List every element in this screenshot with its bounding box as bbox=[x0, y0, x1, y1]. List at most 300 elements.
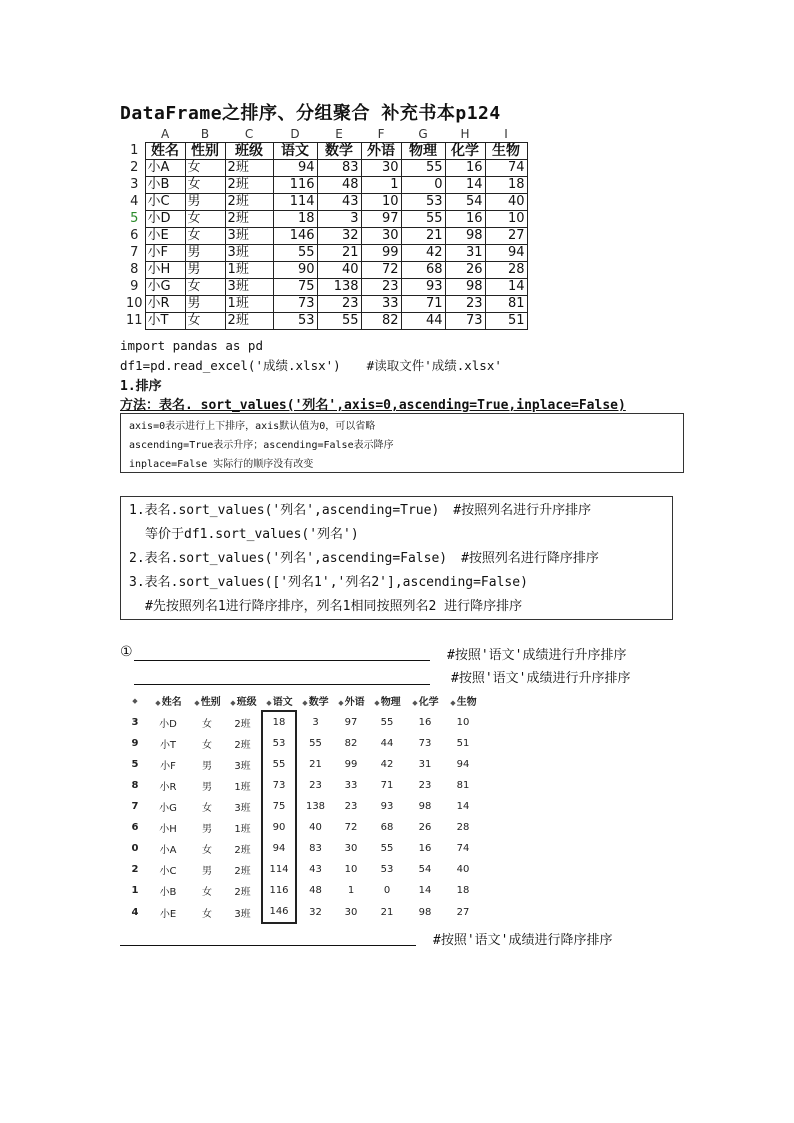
table-cell: 72 bbox=[344, 822, 358, 833]
table-cell: 55 bbox=[309, 738, 322, 749]
column-letter[interactable]: A bbox=[160, 127, 170, 141]
page-title: DataFrame之排序、分组聚合 补充书本p124 bbox=[120, 103, 501, 124]
table-cell: 10 bbox=[456, 716, 470, 728]
data-cell[interactable]: 44 bbox=[401, 313, 445, 330]
example-descending-code: 2.表名.sort_values('列名',ascending=False) bbox=[129, 551, 448, 566]
data-cell[interactable]: 94 bbox=[273, 160, 317, 177]
data-cell[interactable]: 27 bbox=[485, 228, 527, 245]
table-cell: 23 bbox=[309, 780, 322, 791]
row-number[interactable]: 3 bbox=[130, 177, 139, 192]
data-cell[interactable]: 2班 bbox=[225, 211, 273, 228]
sort-arrow-icon[interactable]: ◆ bbox=[412, 699, 418, 707]
example-multi-column-comment: #先按照列名1进行降序排序，列名1相同按照列名2 进行降序排序 bbox=[145, 599, 523, 614]
data-cell[interactable]: 55 bbox=[401, 160, 445, 177]
table-cell: 小A bbox=[159, 845, 177, 856]
row-index: 0 bbox=[131, 843, 139, 854]
code-read-excel: df1=pd.read_excel('成绩.xlsx') bbox=[120, 358, 341, 373]
table-cell: 小H bbox=[159, 824, 177, 835]
table-cell: 小C bbox=[159, 866, 177, 877]
parameter-notes-box bbox=[120, 413, 684, 473]
sort-arrow-icon[interactable]: ◆ bbox=[266, 698, 272, 707]
table-cell: 33 bbox=[344, 780, 358, 791]
data-cell[interactable]: 10 bbox=[485, 211, 527, 228]
table-cell: 43 bbox=[309, 864, 322, 875]
table-cell: 53 bbox=[380, 864, 394, 875]
data-cell[interactable]: 40 bbox=[317, 262, 361, 279]
table-cell: 女 bbox=[202, 887, 212, 898]
table-cell: 小F bbox=[160, 761, 176, 772]
data-cell[interactable]: 小B bbox=[145, 177, 185, 194]
example-descending bbox=[129, 547, 664, 571]
table-cell: 94 bbox=[456, 759, 470, 770]
table-cell: 138 bbox=[305, 801, 326, 812]
table-row bbox=[124, 733, 482, 754]
table-cell: 14 bbox=[418, 885, 432, 896]
data-cell[interactable]: 小G bbox=[145, 279, 185, 296]
excel-data-row bbox=[124, 177, 527, 194]
data-cell[interactable]: 55 bbox=[317, 313, 361, 330]
data-cell[interactable]: 68 bbox=[401, 262, 445, 279]
highlighted-chinese-score: 114 bbox=[262, 859, 296, 880]
data-cell[interactable]: 53 bbox=[273, 313, 317, 330]
table-row bbox=[124, 859, 482, 880]
table-row bbox=[124, 838, 482, 859]
excel-data-row bbox=[124, 194, 527, 211]
highlighted-chinese-score: 73 bbox=[262, 775, 296, 796]
table-cell: 女 bbox=[202, 740, 212, 751]
column-header-label: 数学 bbox=[308, 697, 329, 708]
table-cell: 21 bbox=[380, 906, 394, 918]
column-letter[interactable]: H bbox=[460, 127, 470, 141]
highlighted-chinese-score: 53 bbox=[262, 733, 296, 754]
row-index: 1 bbox=[131, 885, 139, 896]
table-cell: 2班 bbox=[234, 718, 251, 730]
data-cell[interactable]: 小T bbox=[145, 313, 185, 330]
column-letter[interactable]: B bbox=[200, 127, 210, 141]
table-cell: 51 bbox=[456, 738, 470, 749]
table-cell: 女 bbox=[202, 908, 212, 920]
table-cell: 小G bbox=[159, 803, 177, 814]
excel-corner bbox=[124, 126, 145, 143]
column-header-cell[interactable]: 外语 bbox=[361, 143, 401, 160]
highlighted-chinese-score: 146 bbox=[262, 901, 296, 923]
table-cell: 74 bbox=[456, 843, 470, 854]
column-header-label: 化学 bbox=[418, 697, 439, 708]
method-signature: 方法：表名. sort_values('列名',axis=0,ascending=True,inplace=False) bbox=[120, 398, 626, 413]
table-cell: 14 bbox=[456, 801, 470, 812]
example-descending-comment: #按照列名进行降序排序 bbox=[461, 551, 599, 566]
table-cell: 32 bbox=[309, 906, 322, 918]
highlighted-chinese-score: 75 bbox=[262, 796, 296, 817]
row-number[interactable]: 10 bbox=[126, 296, 143, 311]
data-cell[interactable]: 114 bbox=[273, 194, 317, 211]
data-cell[interactable]: 1班 bbox=[225, 296, 273, 313]
data-cell[interactable]: 73 bbox=[273, 296, 317, 313]
table-cell: 2班 bbox=[234, 866, 251, 877]
code-read-excel-comment: #读取文件'成绩.xlsx' bbox=[366, 358, 502, 373]
row-number[interactable]: 2 bbox=[130, 160, 139, 175]
excel-table bbox=[124, 126, 528, 330]
data-cell[interactable]: 小C bbox=[145, 194, 185, 211]
table-cell: 2班 bbox=[234, 887, 251, 898]
table-cell: 1 bbox=[347, 885, 355, 896]
table-cell: 93 bbox=[380, 801, 394, 812]
table-cell: 40 bbox=[309, 822, 322, 833]
sort-arrow-icon[interactable]: ◆ bbox=[230, 699, 236, 707]
data-cell[interactable]: 53 bbox=[401, 194, 445, 211]
answer-blank-3[interactable] bbox=[120, 945, 416, 946]
column-letter[interactable]: F bbox=[377, 127, 385, 141]
table-cell: 26 bbox=[418, 822, 432, 833]
sort-arrow-icon[interactable]: ◆ bbox=[450, 699, 456, 707]
data-cell[interactable]: 16 bbox=[445, 211, 485, 228]
table-cell: 10 bbox=[344, 864, 358, 875]
data-cell[interactable]: 2班 bbox=[225, 160, 273, 177]
note-ascending: ascending=True表示升序；ascending=False表示降序 bbox=[129, 440, 394, 451]
data-cell[interactable]: 98 bbox=[445, 279, 485, 296]
data-cell[interactable]: 81 bbox=[485, 296, 527, 313]
column-header-cell[interactable]: 物理 bbox=[401, 143, 445, 160]
data-cell[interactable]: 75 bbox=[273, 279, 317, 296]
data-cell[interactable]: 71 bbox=[401, 296, 445, 313]
data-cell[interactable]: 23 bbox=[361, 279, 401, 296]
data-cell[interactable]: 2班 bbox=[225, 313, 273, 330]
data-cell[interactable]: 28 bbox=[485, 262, 527, 279]
row-index: 5 bbox=[131, 759, 139, 770]
data-cell[interactable]: 男 bbox=[185, 245, 225, 262]
row-index: 9 bbox=[131, 738, 139, 749]
data-cell[interactable]: 2班 bbox=[225, 194, 273, 211]
sort-arrow-icon[interactable]: ◆ bbox=[155, 699, 161, 707]
data-cell[interactable]: 138 bbox=[317, 279, 361, 296]
section-heading-sort: 1.排序 bbox=[120, 379, 162, 394]
data-cell[interactable]: 女 bbox=[185, 279, 225, 296]
data-cell[interactable]: 小R bbox=[145, 296, 185, 313]
table-cell: 31 bbox=[418, 759, 432, 770]
example-equivalent: 等价于df1.sort_values('列名') bbox=[145, 527, 359, 542]
data-cell[interactable]: 55 bbox=[273, 245, 317, 262]
data-cell[interactable]: 146 bbox=[273, 228, 317, 245]
column-header-label: 生物 bbox=[456, 697, 477, 708]
data-cell[interactable]: 97 bbox=[361, 211, 401, 228]
excel-data-row bbox=[124, 279, 527, 296]
excel-data-row bbox=[124, 228, 527, 245]
column-header-label: 性别 bbox=[200, 697, 221, 708]
table-cell: 小D bbox=[159, 718, 177, 730]
excel-data-row bbox=[124, 296, 527, 313]
code-import-line: import pandas as pd bbox=[120, 338, 263, 353]
table-cell: 82 bbox=[344, 738, 358, 749]
table-cell: 男 bbox=[202, 761, 212, 772]
data-cell[interactable]: 23 bbox=[445, 296, 485, 313]
data-cell[interactable]: 小H bbox=[145, 262, 185, 279]
table-cell: 女 bbox=[202, 803, 212, 814]
data-cell[interactable]: 90 bbox=[273, 262, 317, 279]
table-row bbox=[124, 754, 482, 775]
sortable-column-header[interactable] bbox=[296, 690, 334, 711]
column-header-label: 语文 bbox=[272, 696, 293, 708]
table-cell: 30 bbox=[344, 906, 358, 918]
table-cell: 21 bbox=[309, 759, 322, 770]
excel-data-row bbox=[124, 245, 527, 262]
answer-blank-1[interactable] bbox=[134, 660, 430, 661]
data-cell[interactable]: 女 bbox=[185, 211, 225, 228]
table-cell: 54 bbox=[418, 864, 432, 875]
table-cell: 女 bbox=[202, 718, 212, 730]
table-cell: 44 bbox=[380, 738, 394, 749]
data-cell[interactable]: 1 bbox=[361, 177, 401, 194]
sortable-column-header[interactable] bbox=[146, 690, 190, 711]
table-cell: 3班 bbox=[234, 803, 251, 814]
data-cell[interactable]: 94 bbox=[485, 245, 527, 262]
table-cell: 1班 bbox=[234, 782, 251, 793]
data-cell[interactable]: 3班 bbox=[225, 245, 273, 262]
code-read-excel-line bbox=[120, 356, 502, 374]
row-index: 2 bbox=[131, 864, 139, 875]
table-cell: 16 bbox=[418, 843, 432, 854]
row-index: 3 bbox=[131, 716, 139, 728]
table-cell: 23 bbox=[344, 801, 358, 812]
column-header-label: 物理 bbox=[380, 697, 401, 708]
table-cell: 73 bbox=[418, 738, 432, 749]
example-multi-column: 3.表名.sort_values(['列名1','列名2'],ascending=False) bbox=[129, 575, 528, 590]
data-cell[interactable]: 31 bbox=[445, 245, 485, 262]
exercise-note-1: #按照'语文'成绩进行升序排序 bbox=[447, 648, 627, 663]
column-header-label: 班级 bbox=[236, 697, 257, 708]
table-cell: 16 bbox=[418, 716, 432, 728]
table-cell: 42 bbox=[380, 759, 394, 770]
data-cell[interactable]: 男 bbox=[185, 194, 225, 211]
column-header-cell[interactable]: 生物 bbox=[485, 143, 527, 160]
table-cell: 男 bbox=[202, 782, 212, 793]
data-cell[interactable]: 女 bbox=[185, 228, 225, 245]
table-cell: 2班 bbox=[234, 845, 251, 856]
column-header-cell[interactable]: 性别 bbox=[185, 143, 225, 160]
column-header-label: 姓名 bbox=[161, 697, 182, 708]
column-header-cell[interactable]: 班级 bbox=[225, 143, 273, 160]
table-cell: 2班 bbox=[234, 740, 251, 751]
data-cell[interactable]: 42 bbox=[401, 245, 445, 262]
column-header-cell[interactable]: 语文 bbox=[273, 143, 317, 160]
example-ascending-code: 1.表名.sort_values('列名',ascending=True) bbox=[129, 503, 440, 518]
data-cell[interactable]: 72 bbox=[361, 262, 401, 279]
row-number[interactable]: 7 bbox=[130, 245, 139, 260]
data-cell[interactable]: 48 bbox=[317, 177, 361, 194]
row-number[interactable]: 11 bbox=[126, 313, 143, 328]
data-cell[interactable]: 小F bbox=[145, 245, 185, 262]
sort-arrow-icon[interactable]: ◆ bbox=[338, 699, 344, 707]
row-number[interactable]: 9 bbox=[130, 279, 139, 294]
data-cell[interactable]: 2班 bbox=[225, 177, 273, 194]
data-cell[interactable]: 74 bbox=[485, 160, 527, 177]
data-cell[interactable]: 98 bbox=[445, 228, 485, 245]
exercise-note-2: #按照'语文'成绩进行升序排序 bbox=[451, 671, 631, 686]
data-cell[interactable]: 99 bbox=[361, 245, 401, 262]
data-cell[interactable]: 30 bbox=[361, 160, 401, 177]
data-cell[interactable]: 男 bbox=[185, 296, 225, 313]
table-cell: 98 bbox=[418, 906, 432, 918]
note-axis: axis=0表示进行上下排序，axis默认值为0，可以省略 bbox=[129, 421, 376, 432]
table-row bbox=[124, 796, 482, 817]
data-cell[interactable]: 55 bbox=[401, 211, 445, 228]
table-cell: 48 bbox=[309, 885, 322, 896]
highlighted-chinese-score: 94 bbox=[262, 838, 296, 859]
column-header-cell[interactable]: 化学 bbox=[445, 143, 485, 160]
table-cell: 55 bbox=[380, 716, 394, 728]
data-cell[interactable]: 3班 bbox=[225, 228, 273, 245]
row-index: 8 bbox=[131, 780, 139, 791]
row-index: 6 bbox=[131, 822, 139, 833]
table-cell: 3班 bbox=[234, 761, 251, 772]
table-cell: 3 bbox=[312, 716, 319, 728]
sort-arrow-icon[interactable]: ◆ bbox=[374, 699, 380, 707]
excel-data-row bbox=[124, 262, 527, 279]
table-cell: 小T bbox=[159, 740, 177, 751]
data-cell[interactable]: 23 bbox=[317, 296, 361, 313]
data-cell[interactable]: 小A bbox=[145, 160, 185, 177]
highlighted-chinese-score: 18 bbox=[262, 711, 296, 733]
data-cell[interactable]: 51 bbox=[485, 313, 527, 330]
data-cell[interactable]: 女 bbox=[185, 313, 225, 330]
table-cell: 23 bbox=[418, 780, 432, 791]
table-cell: 27 bbox=[456, 906, 470, 918]
data-cell[interactable]: 21 bbox=[317, 245, 361, 262]
data-cell[interactable]: 0 bbox=[401, 177, 445, 194]
data-cell[interactable]: 26 bbox=[445, 262, 485, 279]
column-letter[interactable]: G bbox=[418, 127, 428, 141]
data-cell[interactable]: 小E bbox=[145, 228, 185, 245]
table-cell: 97 bbox=[344, 716, 358, 728]
excel-data-row bbox=[124, 313, 527, 330]
table-cell: 55 bbox=[380, 843, 394, 854]
data-cell[interactable]: 3 bbox=[317, 211, 361, 228]
excel-header-row bbox=[124, 143, 527, 160]
row-number[interactable]: 6 bbox=[130, 228, 139, 243]
index-header[interactable] bbox=[124, 690, 146, 711]
data-cell[interactable]: 54 bbox=[445, 194, 485, 211]
sortable-column-header[interactable] bbox=[334, 690, 368, 711]
table-cell: 0 bbox=[383, 885, 391, 896]
data-cell[interactable]: 1班 bbox=[225, 262, 273, 279]
row-number[interactable]: 5 bbox=[130, 211, 139, 226]
column-letter[interactable]: E bbox=[335, 127, 343, 141]
data-cell[interactable]: 18 bbox=[485, 177, 527, 194]
data-cell[interactable]: 82 bbox=[361, 313, 401, 330]
table-row bbox=[124, 880, 482, 901]
table-row bbox=[124, 711, 482, 733]
data-cell[interactable]: 女 bbox=[185, 160, 225, 177]
column-letter[interactable]: C bbox=[244, 127, 254, 141]
table-cell: 71 bbox=[380, 780, 394, 791]
data-cell[interactable]: 30 bbox=[361, 228, 401, 245]
highlighted-chinese-score: 55 bbox=[262, 754, 296, 775]
data-cell[interactable]: 93 bbox=[401, 279, 445, 296]
data-cell[interactable]: 73 bbox=[445, 313, 485, 330]
table-cell: 40 bbox=[456, 864, 470, 875]
table-cell: 18 bbox=[456, 885, 470, 896]
exercise-marker: ① bbox=[120, 644, 133, 660]
sorted-dataframe-table bbox=[124, 690, 483, 924]
sortable-column-header[interactable] bbox=[368, 690, 406, 711]
sort-arrow-icon[interactable]: ◆ bbox=[302, 699, 308, 707]
sortable-column-header[interactable] bbox=[190, 690, 224, 711]
table-cell: 28 bbox=[456, 822, 470, 833]
table-cell: 小E bbox=[159, 908, 177, 920]
example-ascending-comment: #按照列名进行升序排序 bbox=[453, 503, 592, 518]
highlighted-chinese-score: 116 bbox=[262, 880, 296, 901]
highlighted-chinese-score: 90 bbox=[262, 817, 296, 838]
table-cell: 68 bbox=[380, 822, 394, 833]
table-cell: 女 bbox=[202, 845, 212, 856]
usage-examples-box bbox=[120, 496, 673, 620]
table-cell: 83 bbox=[309, 843, 322, 854]
column-header-label: 外语 bbox=[344, 697, 365, 708]
data-cell[interactable]: 32 bbox=[317, 228, 361, 245]
data-cell[interactable]: 小D bbox=[145, 211, 185, 228]
answer-blank-2[interactable] bbox=[134, 684, 430, 685]
column-letter[interactable]: D bbox=[290, 127, 300, 141]
table-row bbox=[124, 775, 482, 796]
column-header-cell[interactable]: 姓名 bbox=[145, 143, 185, 160]
table-row bbox=[124, 901, 482, 923]
table-cell: 98 bbox=[418, 801, 432, 812]
excel-data-row bbox=[124, 160, 527, 177]
data-cell[interactable]: 40 bbox=[485, 194, 527, 211]
data-cell[interactable]: 女 bbox=[185, 177, 225, 194]
row-number[interactable]: 8 bbox=[130, 262, 139, 277]
table-cell: 81 bbox=[456, 780, 470, 791]
sort-arrow-icon[interactable]: ◆ bbox=[132, 697, 138, 705]
table-cell: 1班 bbox=[234, 824, 251, 835]
data-cell[interactable]: 3班 bbox=[225, 279, 273, 296]
sort-arrow-icon[interactable]: ◆ bbox=[194, 699, 200, 707]
data-cell[interactable]: 116 bbox=[273, 177, 317, 194]
note-inplace: inplace=False 实际行的顺序没有改变 bbox=[129, 459, 314, 470]
data-cell[interactable]: 83 bbox=[317, 160, 361, 177]
table-cell: 小B bbox=[159, 887, 177, 898]
row-index: 7 bbox=[131, 801, 139, 812]
data-cell[interactable]: 14 bbox=[445, 177, 485, 194]
sortable-column-header[interactable] bbox=[262, 690, 296, 711]
table-cell: 小R bbox=[159, 782, 177, 793]
sortable-column-header[interactable] bbox=[224, 690, 262, 711]
example-ascending bbox=[129, 499, 664, 523]
data-cell[interactable]: 21 bbox=[401, 228, 445, 245]
data-cell[interactable]: 14 bbox=[485, 279, 527, 296]
data-cell[interactable]: 男 bbox=[185, 262, 225, 279]
row-number[interactable]: 4 bbox=[130, 194, 139, 209]
column-header-cell[interactable]: 数学 bbox=[317, 143, 361, 160]
column-letter[interactable]: I bbox=[504, 127, 508, 141]
excel-data-row bbox=[124, 211, 527, 228]
table-cell: 男 bbox=[202, 824, 212, 835]
data-cell[interactable]: 18 bbox=[273, 211, 317, 228]
data-cell[interactable]: 10 bbox=[361, 194, 401, 211]
row-index: 4 bbox=[131, 906, 139, 918]
data-cell[interactable]: 33 bbox=[361, 296, 401, 313]
exercise-note-3: #按照'语文'成绩进行降序排序 bbox=[433, 933, 613, 948]
table-cell: 3班 bbox=[234, 908, 251, 920]
table-cell: 30 bbox=[344, 843, 358, 854]
data-cell[interactable]: 43 bbox=[317, 194, 361, 211]
table-cell: 男 bbox=[202, 866, 212, 877]
row-number[interactable]: 1 bbox=[130, 143, 139, 158]
data-cell[interactable]: 16 bbox=[445, 160, 485, 177]
sortable-column-header[interactable] bbox=[406, 690, 444, 711]
sortable-column-header[interactable] bbox=[444, 690, 482, 711]
table-cell: 99 bbox=[344, 759, 358, 770]
table-row bbox=[124, 817, 482, 838]
